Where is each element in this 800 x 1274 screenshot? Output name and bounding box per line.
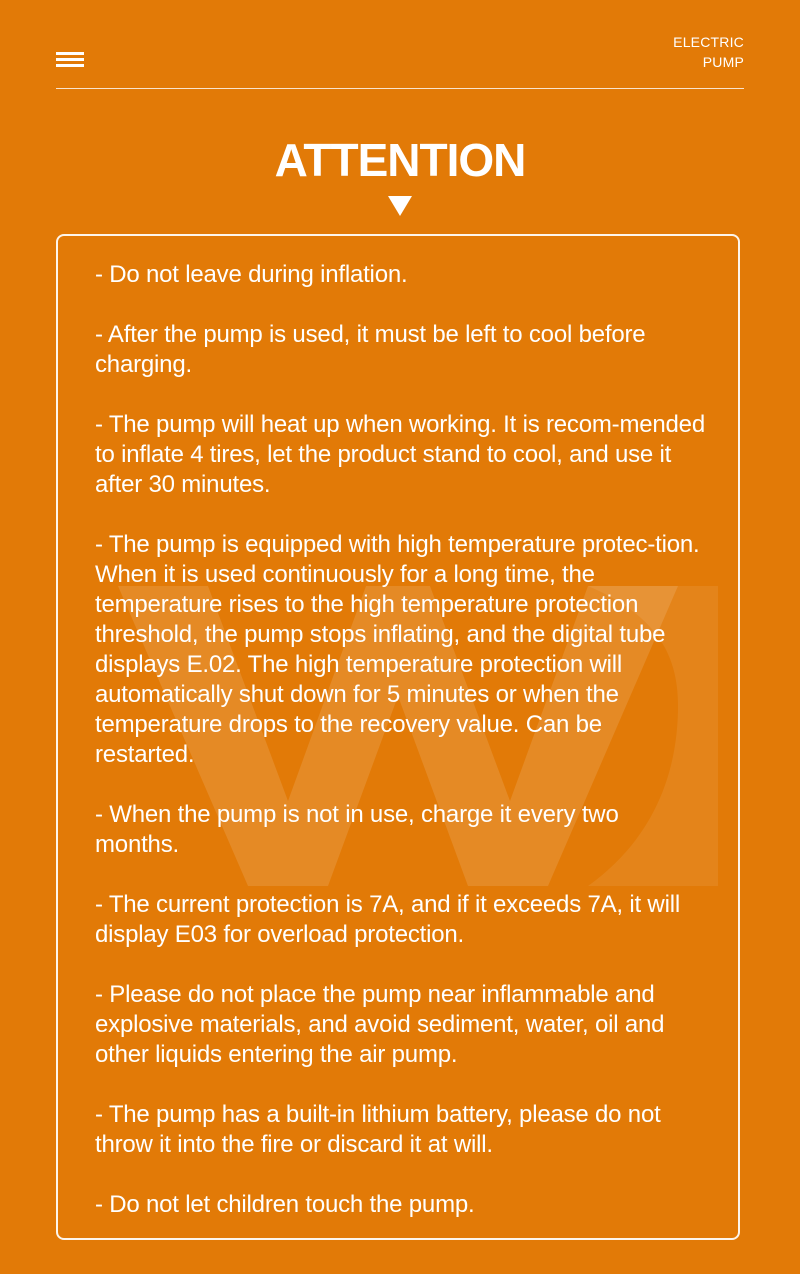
header-divider <box>56 88 744 89</box>
down-triangle-icon <box>388 196 412 216</box>
menu-icon[interactable] <box>56 52 84 68</box>
brand-line-2: PUMP <box>702 54 744 70</box>
attention-item: - Do not let children touch the pump. <box>95 1191 475 1218</box>
attention-card <box>56 234 740 1240</box>
attention-item: - The pump has a built-in lithium battery, please do not throw it into the fire or discard it at will. <box>95 1101 661 1158</box>
attention-item: - Please do not place the pump near inflammable and explosive materials, and avoid sediment, water, oil and other liquids entering the air pump. <box>95 981 665 1068</box>
page-title: ATTENTION <box>274 134 526 186</box>
attention-item: - The current protection is 7A, and if it exceeds 7A, it will display E03 for overload protection. <box>95 891 680 948</box>
attention-item: - The pump will heat up when working. It is recom-mended to inflate 4 tires, let the product stand to cool, and use it after 30 minutes. <box>95 411 705 498</box>
attention-list <box>95 260 705 1240</box>
brand-label <box>673 32 744 72</box>
brand-line-1: ELECTRIC <box>673 34 744 50</box>
attention-item: - After the pump is used, it must be left to cool before charging. <box>95 321 646 378</box>
attention-item: - Do not leave during inflation. <box>95 261 408 288</box>
attention-item: - The pump is equipped with high temperature protec-tion. When it is used continuously for a long time, the temperature rises to the high temperature protection threshold, the pump stops inflating, and the digital tube displays E.02. The high temperature protection will automatically shut down for 5 minutes or when the temperature drops to the recovery value. Can be restarted. <box>95 531 700 768</box>
attention-item: - When the pump is not in use, charge it every two months. <box>95 801 619 858</box>
